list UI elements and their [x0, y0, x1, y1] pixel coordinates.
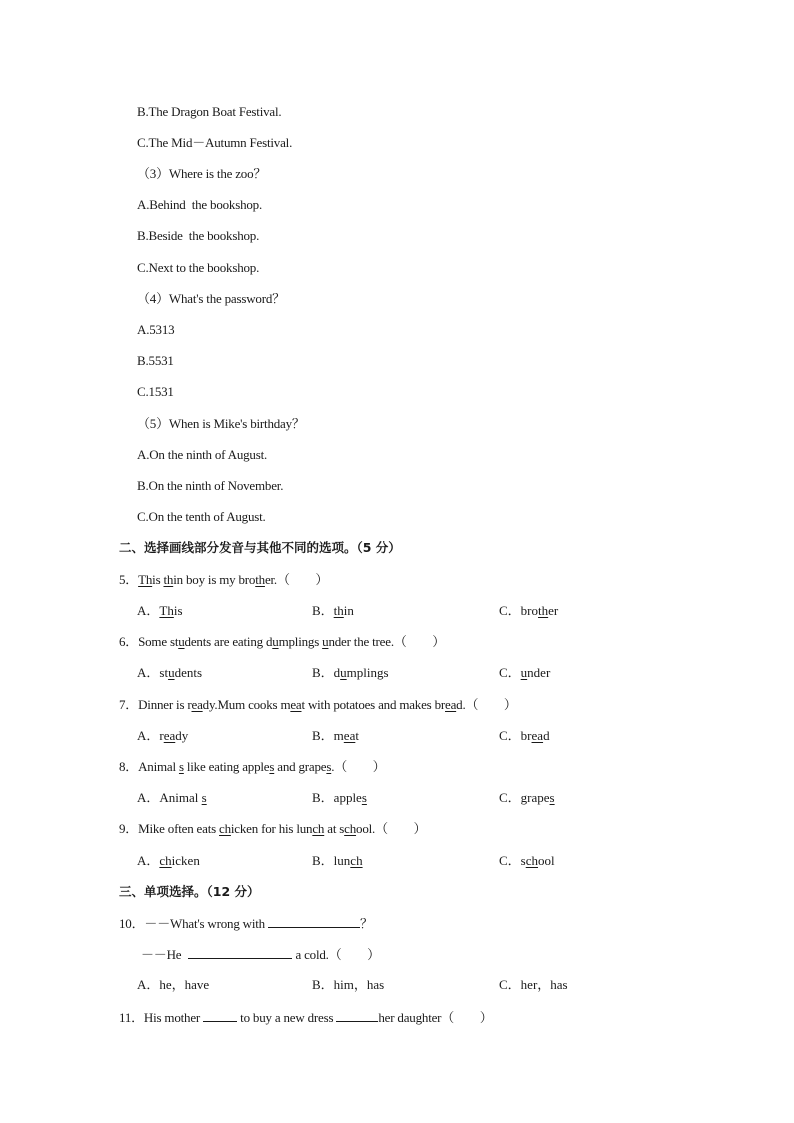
section-2-title: 二、选择画线部分发音与其他不同的选项。（5 分）: [119, 540, 401, 555]
p5-option-a: A．This: [137, 603, 183, 618]
p5-question: 5．This thin boy is my brother.（ ）: [119, 572, 329, 587]
q1-option-b: B.The Dragon Boat Festival.: [137, 104, 282, 119]
answer-blank[interactable]: [203, 1009, 237, 1022]
p5-option-b: B．thin: [312, 603, 354, 618]
q3-option-c: C.Next to the bookshop.: [137, 260, 260, 275]
p7-option-a: A．ready: [137, 728, 189, 743]
p10-question-line2: －－He a cold.（ ）: [141, 947, 380, 962]
p9-question: 9．Mike often eats chicken for his lunch at school.（ ）: [119, 821, 427, 836]
p5-option-c: C．brother: [499, 603, 559, 618]
answer-blank[interactable]: [336, 1009, 378, 1022]
q4-option-a: A.5313: [137, 322, 175, 337]
p10-option-c: C．her，has: [499, 977, 568, 992]
q4-question: （4）What's the password？: [137, 291, 285, 306]
p6-option-c: C．under: [499, 665, 551, 680]
q3-option-a: A.Behind the bookshop.: [137, 197, 263, 212]
q5-question: （5）When is Mike's birthday？: [137, 416, 305, 431]
q5-option-a: A.On the ninth of August.: [137, 447, 268, 462]
answer-blank[interactable]: [268, 915, 360, 928]
q3-question: （3）Where is the zoo？: [137, 166, 267, 181]
p6-option-b: B．dumplings: [312, 665, 389, 680]
q4-option-b: B.5531: [137, 353, 174, 368]
p8-option-c: C．grapes: [499, 790, 555, 805]
p9-option-b: B．lunch: [312, 853, 363, 868]
p6-option-a: A．students: [137, 665, 203, 680]
q5-option-c: C.On the tenth of August.: [137, 509, 266, 524]
p11-question: 11．His mother to buy a new dress her daughter（ ）: [119, 1010, 493, 1025]
p6-question: 6．Some students are eating dumplings under the tree.（ ）: [119, 634, 446, 649]
p7-option-c: C．bread: [499, 728, 550, 743]
p8-option-b: B．apples: [312, 790, 367, 805]
p8-question: 8．Animal s like eating apples and grapes.（ ）: [119, 759, 386, 774]
p8-option-a: A．Animal s: [137, 790, 207, 805]
p10-option-a: A．he，have: [137, 977, 210, 992]
p7-option-b: B．meat: [312, 728, 359, 743]
p9-option-c: C．school: [499, 853, 555, 868]
q5-option-b: B.On the ninth of November.: [137, 478, 284, 493]
section-3-title: 三、单项选择。（12 分）: [119, 884, 260, 899]
q3-option-b: B.Beside the bookshop.: [137, 228, 260, 243]
q4-option-c: C.1531: [137, 384, 174, 399]
q1-option-c: C.The Mid－Autumn Festival.: [137, 135, 293, 150]
p10-question-line1: 10．－－What's wrong with ？: [119, 916, 373, 931]
p7-question: 7．Dinner is ready.Mum cooks meat with potatoes and makes bread.（ ）: [119, 697, 517, 712]
p9-option-a: A．chicken: [137, 853, 200, 868]
answer-blank[interactable]: [188, 946, 292, 959]
p10-option-b: B．him，has: [312, 977, 385, 992]
